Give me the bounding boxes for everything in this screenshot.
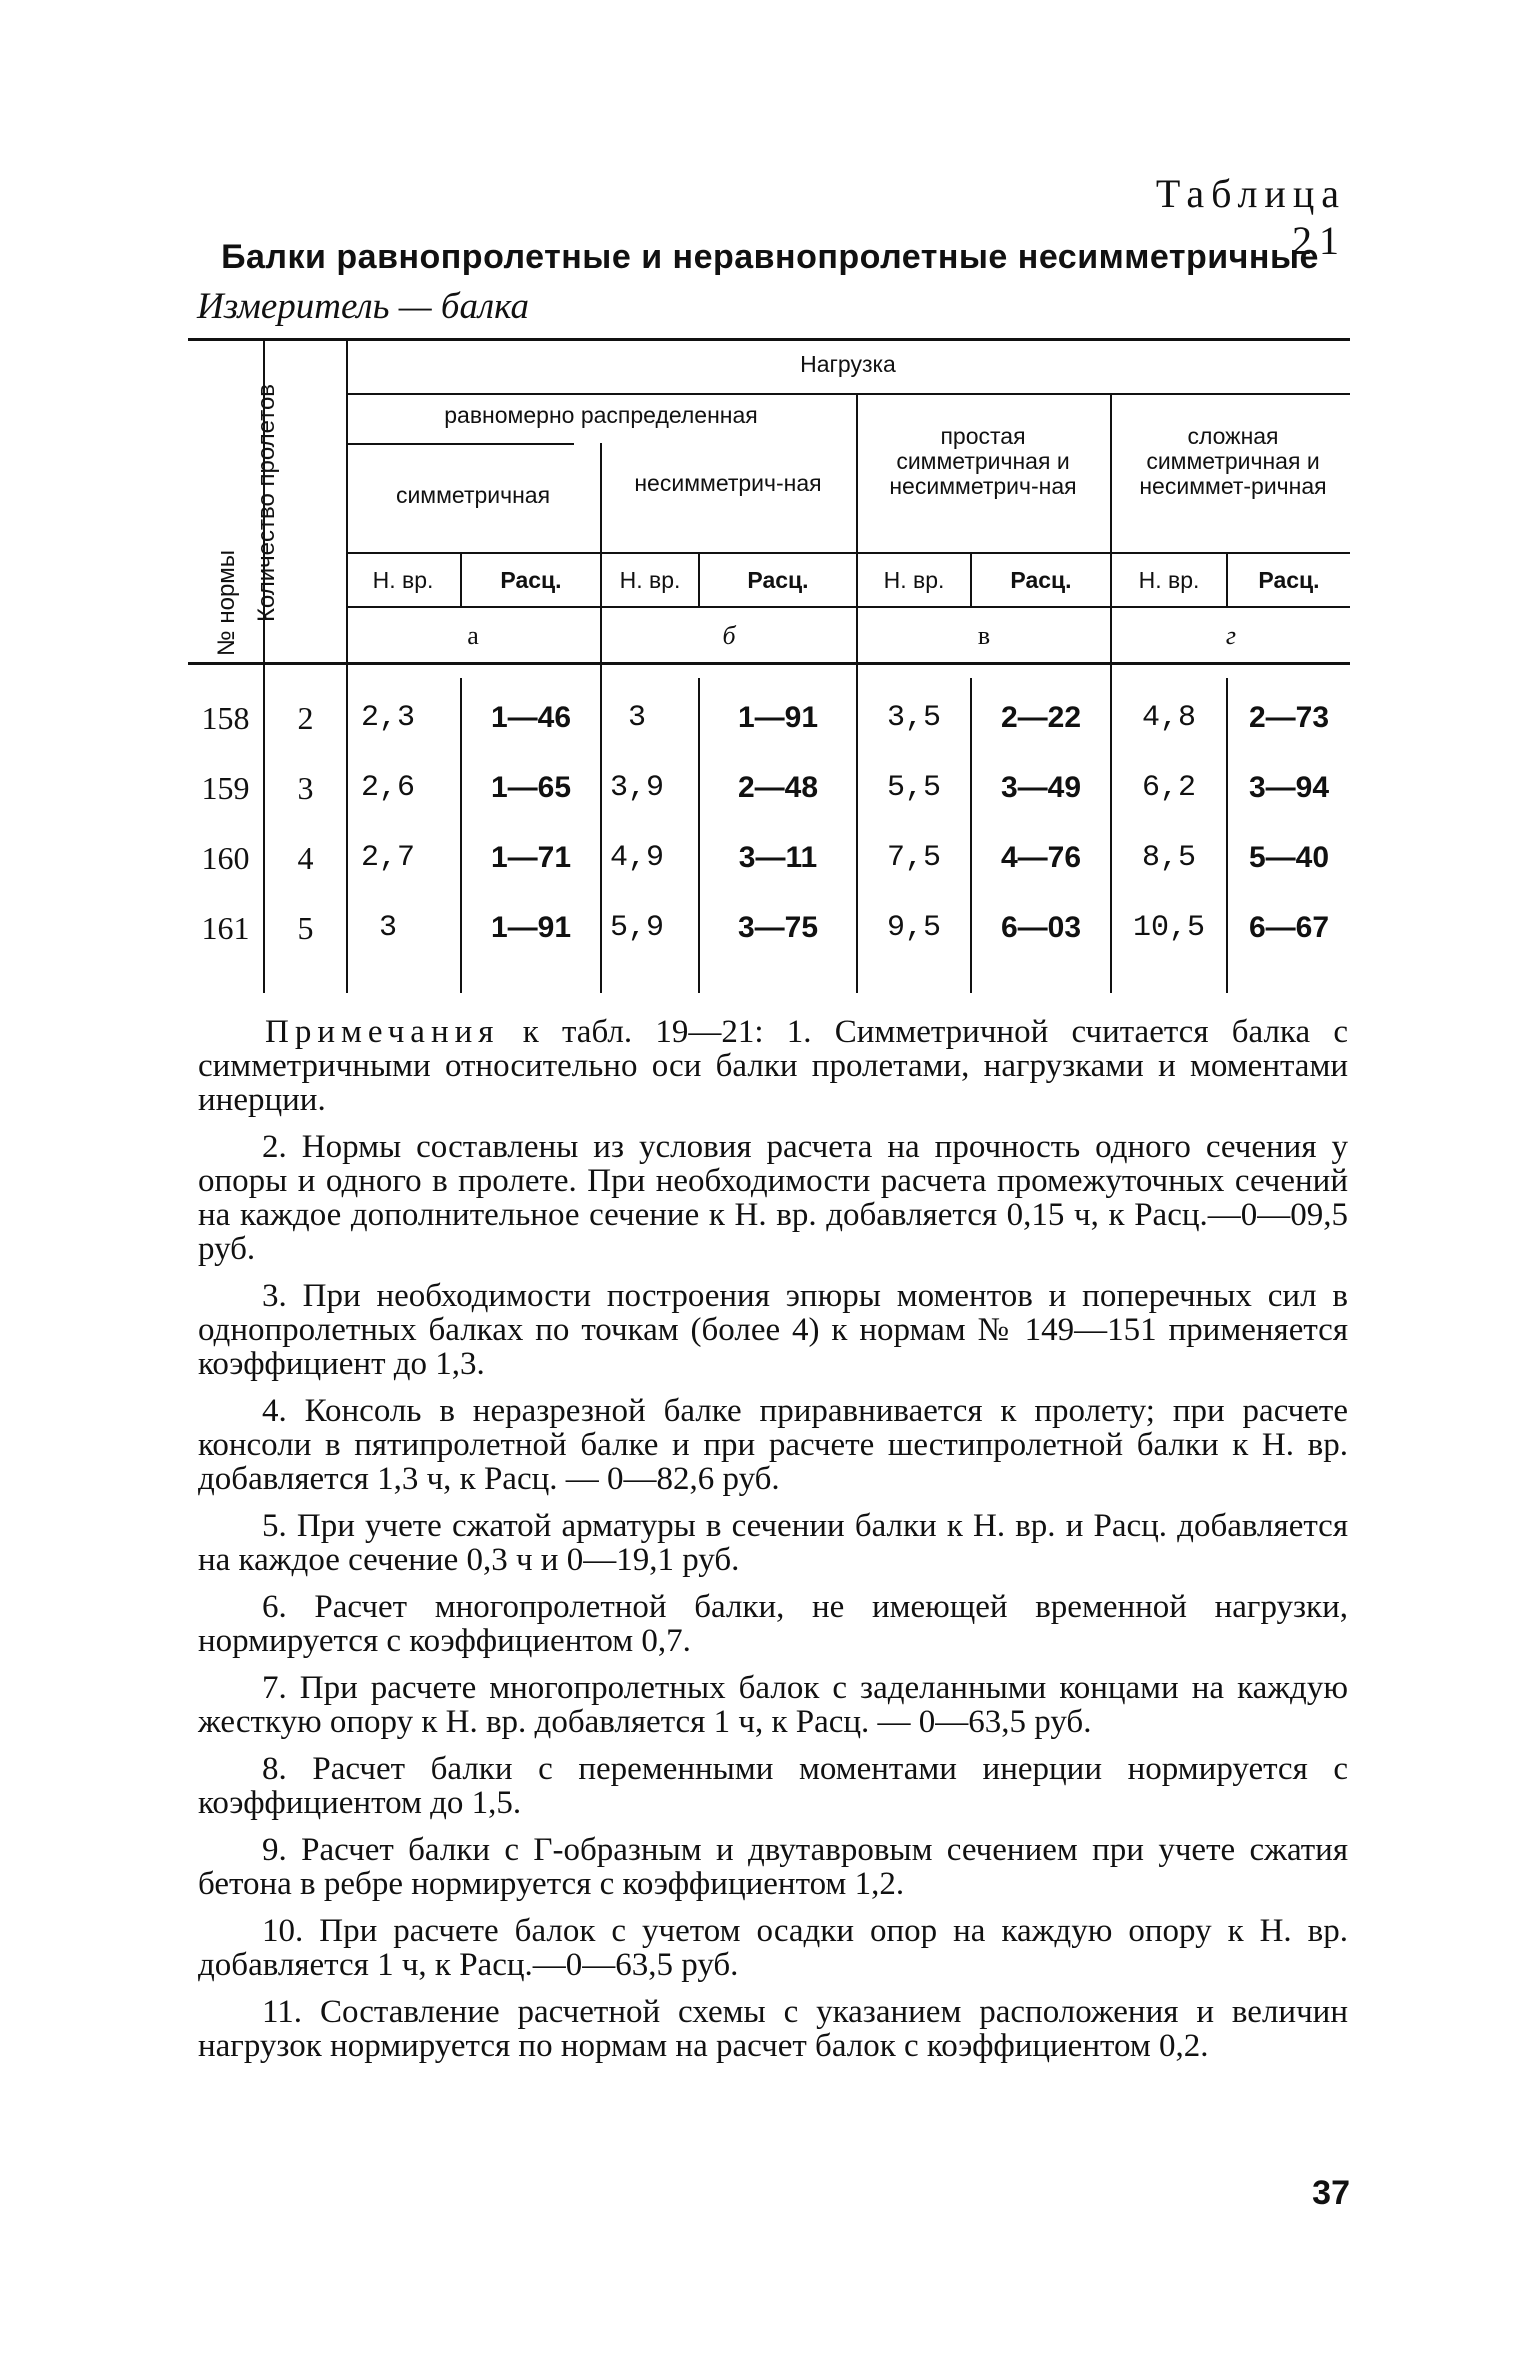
cell-v-nvr: 9,5 (886, 911, 941, 945)
v-rasc-header: Расц. (1010, 567, 1072, 593)
cell-g-rasc: 5—40 (1248, 841, 1330, 874)
cell-g-rasc: 3—94 (1248, 771, 1330, 804)
cell-spans: 4 (297, 840, 314, 876)
col-spans-header: Количество пролетов (253, 383, 280, 623)
note-7: 7. При расчете многопролетных балок с заделанными концами на каждую жесткую опору к Н. вр. добавляется 1 ч, к Расц. — 0—63,5 руб. (198, 1670, 1348, 1740)
cell-b-nvr: 3,9 (609, 771, 664, 805)
cell-b-rasc: 1—91 (737, 701, 819, 734)
cell-b-rasc: 3—75 (737, 911, 819, 944)
cell-a-rasc: 1—71 (490, 841, 572, 874)
cell-spans: 3 (297, 770, 314, 806)
table-title: Балки равнопролетные и неравнопролетные несимметричные (221, 238, 1319, 276)
load-header: Нагрузка (800, 351, 896, 377)
cell-a-nvr: 2,3 (360, 701, 415, 735)
cell-a-rasc: 1—91 (490, 911, 572, 944)
note-4: 4. Консоль в неразрезной балке приравнивается к пролету; при расчете консоли в пятипролетной балке и при расчете шестипролетной балки к Н. вр. добавляется 1,3 ч, к Расц. — 0—82,6 руб. (198, 1393, 1348, 1497)
vrule-2 (346, 338, 348, 993)
note-9: 9. Расчет балки с Г-образным и двутавровым сечением при учете сжатия бетона в ребре нормируется с коэффициентом 1,2. (198, 1832, 1348, 1902)
cell-norm: 161 (201, 910, 250, 946)
cell-b-nvr: 4,9 (609, 841, 664, 875)
cell-b-rasc: 2—48 (737, 771, 819, 804)
cell-norm: 158 (201, 700, 250, 736)
cell-a-rasc: 1—46 (490, 701, 572, 734)
vrule-4 (856, 393, 858, 993)
cell-b-rasc: 3—11 (738, 841, 818, 874)
letter-v: в (977, 621, 991, 650)
note-5: 5. При учете сжатой арматуры в сечении балки к Н. вр. и Расц. добавляется на каждое сечение 0,3 ч и 0—19,1 руб. (198, 1508, 1348, 1578)
cell-spans: 5 (297, 910, 314, 946)
cell-g-nvr: 4,8 (1141, 701, 1196, 735)
asymmetric-header: несимметрич-ная (634, 470, 822, 496)
cell-v-rasc: 4—76 (1000, 841, 1082, 874)
cell-spans: 2 (297, 700, 314, 736)
note-10: 10. При расчете балок с учетом осадки опор на каждую опору к Н. вр. добавляется 1 ч, к Расц.—0—63,5 руб. (198, 1913, 1348, 1983)
note-2: 2. Нормы составлены из условия расчета на прочность одного сечения у опоры и одного в пролете. При необходимости расчета промежуточных сечений на каждое дополнительное сечение к Н. вр. добавляется 0,15 ч, к Расц.—0—09,5 руб. (198, 1129, 1348, 1267)
cell-b-nvr: 3 (627, 701, 646, 735)
cell-b-nvr: 5,9 (609, 911, 664, 945)
simple-load-header: простая симметричная и несимметрич-ная (889, 423, 1077, 499)
note-3: 3. При необходимости построения эпюры моментов и поперечных сил в однопролетных балках по точкам (более 4) к нормам № 149—151 применяется коэффициент до 1,3. (198, 1278, 1348, 1382)
notes-lead: Примечания (265, 1014, 500, 1050)
b-nvr-header: Н. вр. (619, 567, 681, 593)
note-1 (198, 1015, 1348, 1117)
cell-a-nvr: 2,7 (360, 841, 415, 875)
cell-g-rasc: 6—67 (1248, 911, 1330, 944)
cell-a-nvr: 2,6 (360, 771, 415, 805)
cell-v-rasc: 6—03 (1000, 911, 1082, 944)
cell-g-nvr: 6,2 (1141, 771, 1196, 805)
col-norm-header: № нормы (213, 549, 240, 657)
table-top-rule (188, 338, 1350, 341)
letter-a: а (467, 621, 479, 650)
norms-table (188, 338, 1350, 993)
cell-a-nvr: 3 (378, 911, 397, 945)
a-rasc-header: Расц. (500, 567, 562, 593)
rule-under-load (346, 393, 1350, 395)
vrule-5 (1110, 393, 1112, 993)
rule-under-groups (346, 552, 1350, 554)
cell-v-rasc: 2—22 (1000, 701, 1082, 734)
letter-g: г (1225, 621, 1237, 650)
uniform-header: равномерно распределенная (444, 402, 758, 428)
a-nvr-header: Н. вр. (372, 567, 434, 593)
symmetric-header: симметричная (395, 482, 551, 508)
complex-load-header: сложная симметричная и несиммет-ричная (1139, 423, 1327, 499)
v-nvr-header: Н. вр. (883, 567, 945, 593)
note-8: 8. Расчет балки с переменными моментами инерции нормируется с коэффициентом до 1,5. (198, 1751, 1348, 1821)
g-rasc-header: Расц. (1258, 567, 1320, 593)
letter-b: б (722, 621, 736, 650)
cell-norm: 160 (201, 840, 250, 876)
cell-g-nvr: 10,5 (1132, 911, 1205, 945)
rule-under-uniform (346, 443, 574, 445)
cell-a-rasc: 1—65 (490, 771, 572, 804)
table-number: Таблица 21 (1155, 171, 1346, 263)
table-subtitle: Измеритель — балка (197, 286, 529, 327)
table-header-rule (188, 662, 1350, 665)
note-6: 6. Расчет многопролетной балки, не имеющей временной нагрузки, нормируется с коэффициентом 0,7. (198, 1589, 1348, 1659)
note-11: 11. Составление расчетной схемы с указанием расположения и величин нагрузок нормируется по нормам на расчет балок с коэффициентом 0,2. (198, 1994, 1348, 2064)
g-nvr-header: Н. вр. (1138, 567, 1200, 593)
b-rasc-header: Расц. (747, 567, 809, 593)
notes-section (198, 1015, 1348, 2076)
cell-g-nvr: 8,5 (1141, 841, 1196, 875)
cell-g-rasc: 2—73 (1248, 701, 1330, 734)
cell-v-nvr: 7,5 (886, 841, 941, 875)
rule-under-subheads (346, 606, 1350, 608)
page-number: 37 (1312, 2174, 1350, 2212)
cell-v-nvr: 3,5 (886, 701, 941, 735)
cell-norm: 159 (201, 770, 250, 806)
cell-v-nvr: 5,5 (886, 771, 941, 805)
cell-v-rasc: 3—49 (1000, 771, 1082, 804)
note-1-text: к табл. 19—21: 1. Симметричной считается балка с симметричными относительно оси балки пролетами, нагрузками и моментами инерции. (198, 1014, 1348, 1118)
